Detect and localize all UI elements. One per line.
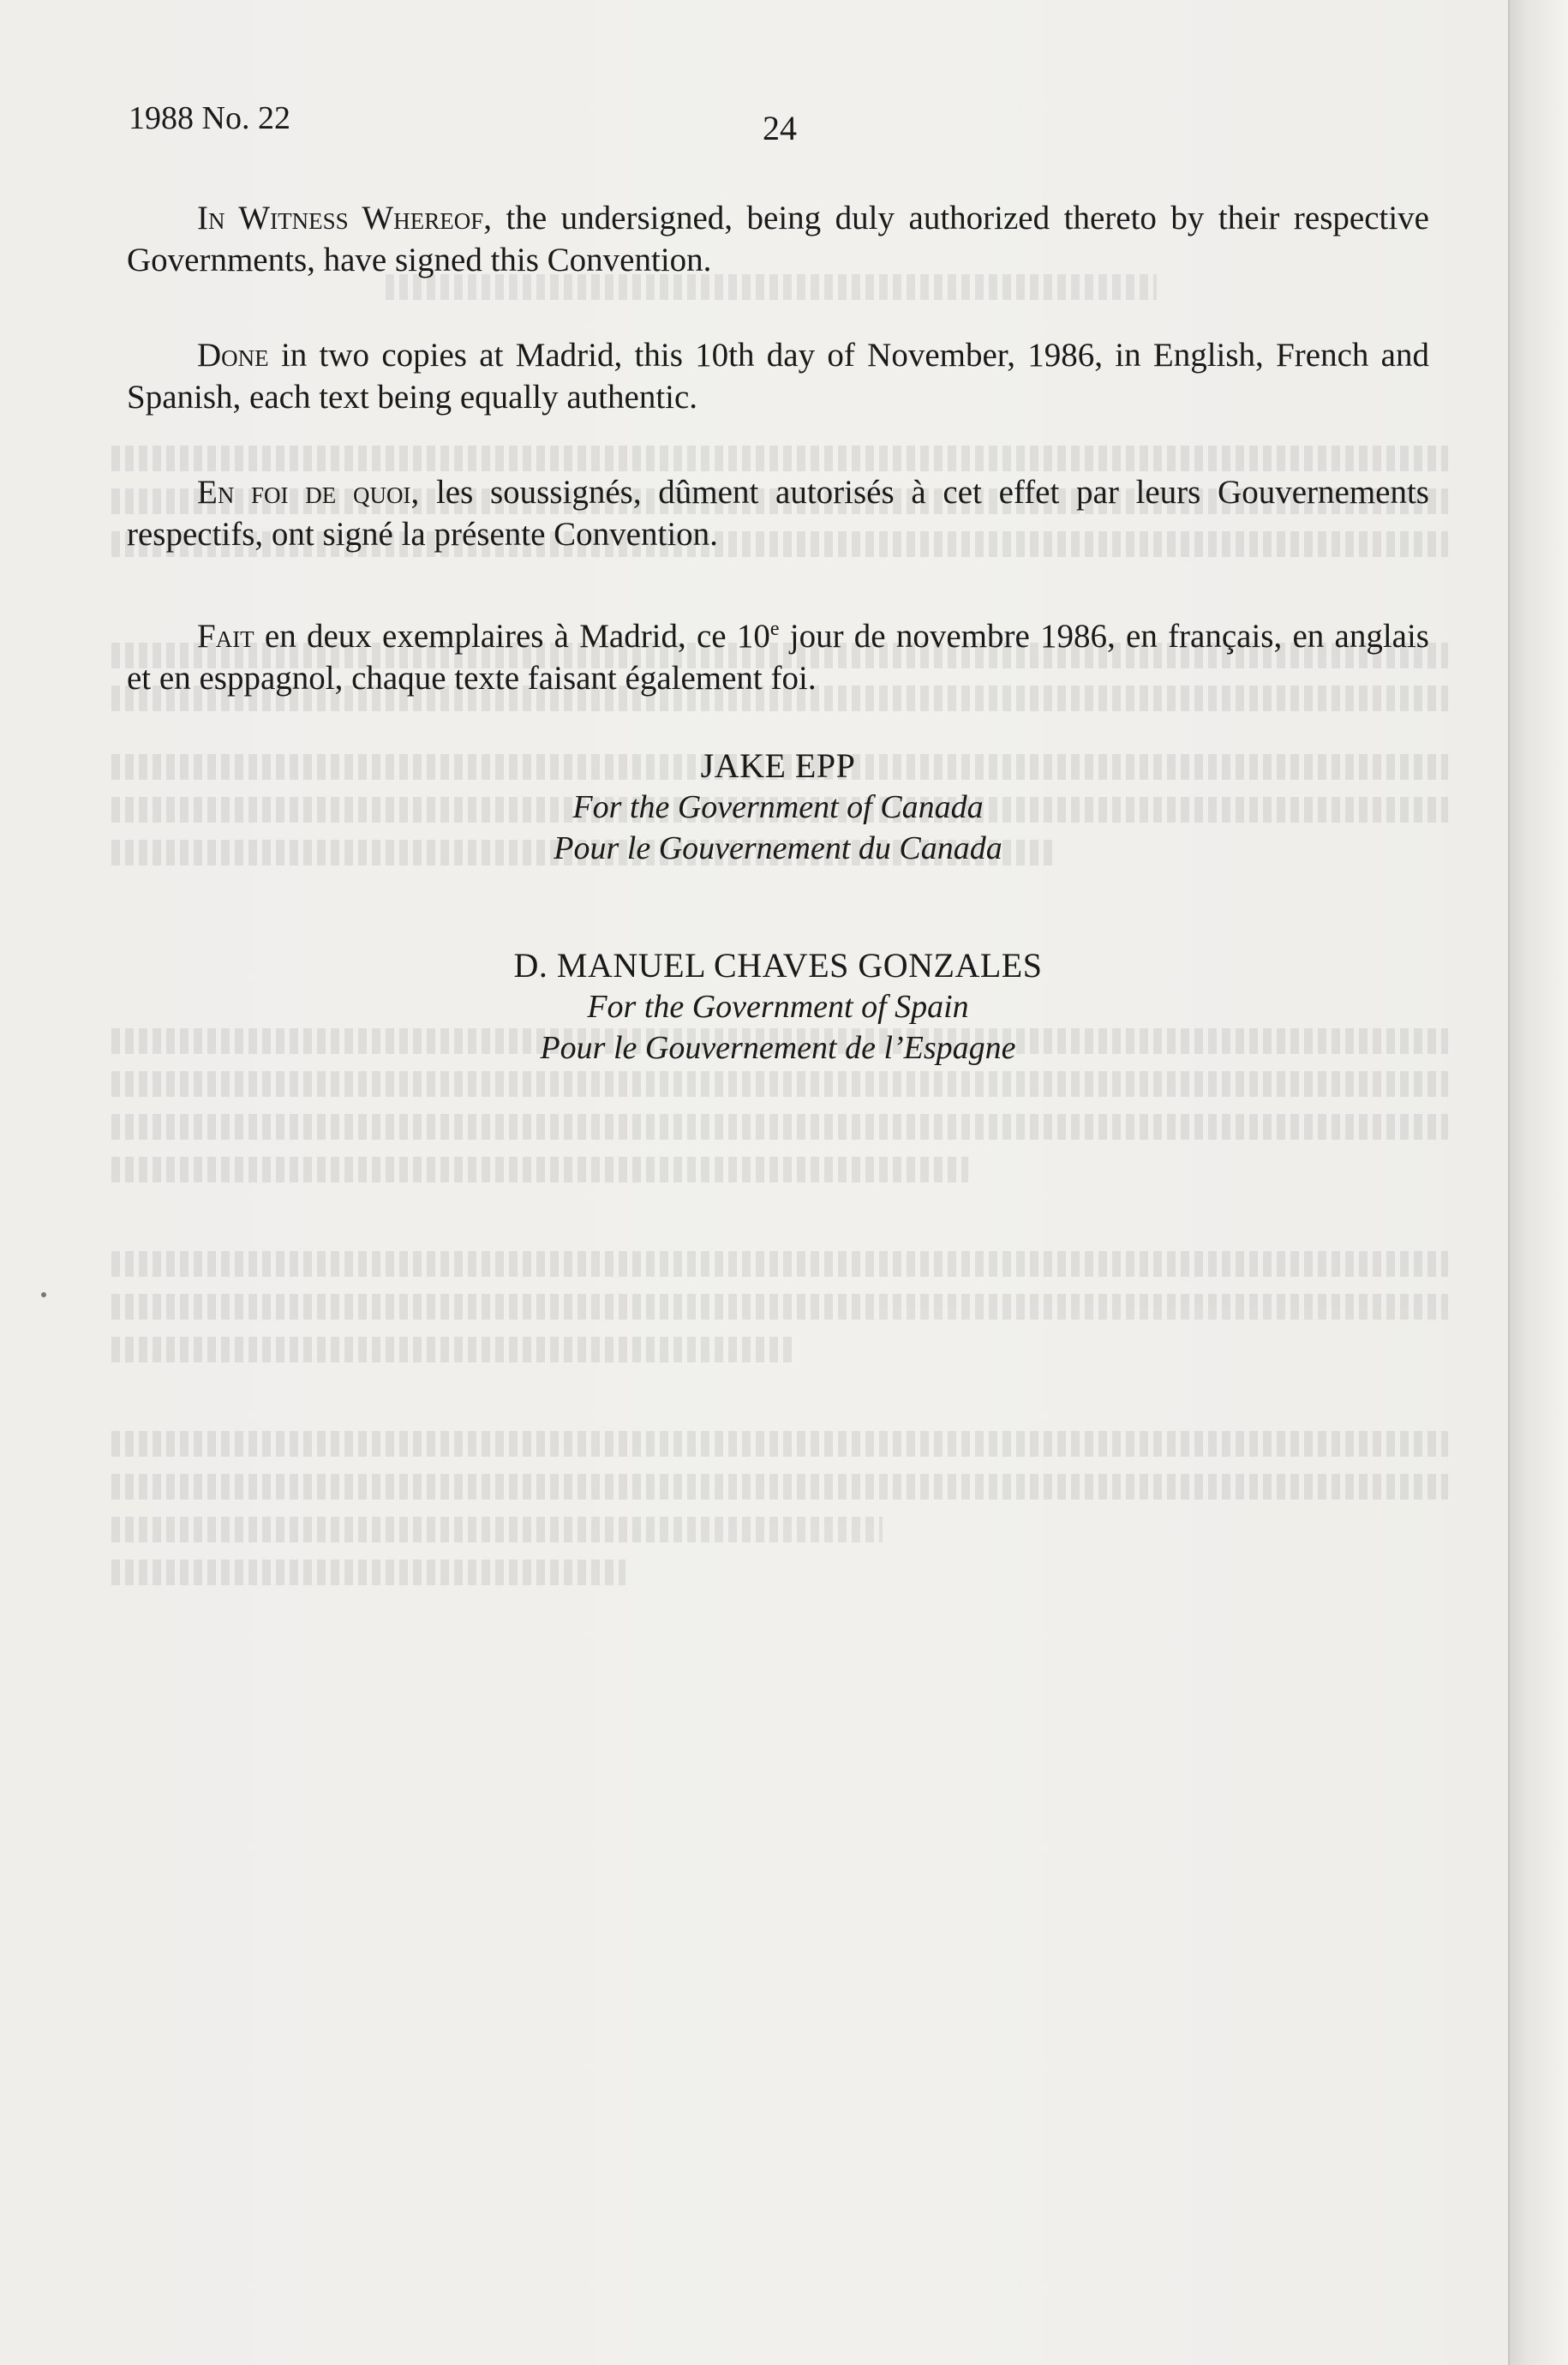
signature-block-canada: [127, 745, 1429, 869]
page-number: 24: [763, 109, 797, 147]
signatory-role-en: For the Government of Spain: [587, 989, 969, 1025]
page-edge: [1508, 0, 1568, 2365]
paragraph-done: [127, 334, 1429, 418]
paragraph-lead: En foi de quoi: [197, 474, 411, 511]
paper-speck: [41, 1292, 46, 1297]
document-reference: 1988 No. 22: [129, 100, 290, 136]
paragraph-lead: Done: [197, 337, 269, 374]
signatory-name: JAKE EPP: [700, 746, 856, 785]
document-body: [127, 197, 1429, 752]
page-header: [129, 93, 1431, 147]
paragraph-text: in two copies at Madrid, this 10th day of November, 1986, in English, French and Spanish, each text being equally authentic.: [127, 337, 1429, 416]
paragraph-text: , the undersigned, being duly authorized thereto by their respective Governments, have signed this Convention.: [127, 200, 1429, 278]
paragraph-in-witness: [127, 197, 1429, 281]
paragraph-lead: Fait: [197, 618, 254, 655]
paragraph-text: , les soussignés, dûment autorisés à cet effet par leurs Gouvernements respectifs, ont signé la présente Convention.: [127, 474, 1429, 553]
signatory-role-en: For the Government of Canada: [572, 789, 984, 825]
signatory-role-fr: Pour le Gouvernement du Canada: [554, 830, 1002, 866]
superscript: e: [769, 618, 780, 640]
paragraph-fait: [127, 608, 1429, 699]
paragraph-lead: In Witness Whereof: [197, 200, 484, 236]
paragraph-text: jour de novembre 1986, en français, en anglais et en esppagnol, chaque texte faisant également foi.: [127, 618, 1429, 697]
signature-block-spain: [127, 945, 1429, 1069]
signatory-role-fr: Pour le Gouvernement de l’Espagne: [540, 1030, 1016, 1066]
paragraph-en-foi-de-quoi: [127, 471, 1429, 555]
signatory-name: D. MANUEL CHAVES GONZALES: [513, 946, 1043, 985]
paragraph-text: en deux exemplaires à Madrid, ce 10: [254, 618, 770, 655]
